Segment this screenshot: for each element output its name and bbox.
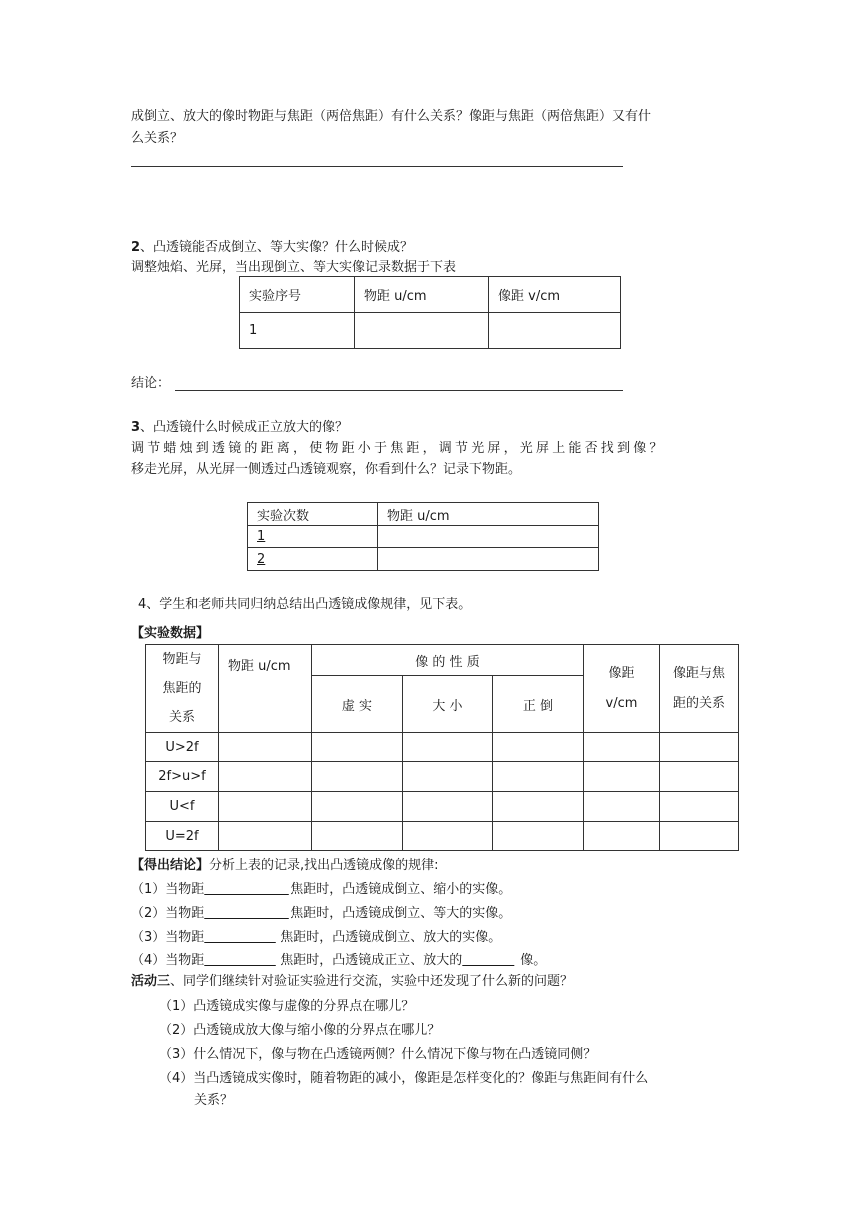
table-cell bbox=[403, 762, 493, 792]
activity-3-label: 活动三 bbox=[131, 974, 171, 989]
conclusion-label: 【得出结论】 bbox=[131, 858, 210, 873]
table-cell bbox=[219, 792, 312, 822]
table-cell bbox=[584, 792, 660, 822]
data-section-label: 【实验数据】 bbox=[131, 626, 210, 641]
header-object-distance: 物距 u/cm bbox=[219, 645, 312, 733]
table-cell bbox=[312, 733, 403, 762]
q2-title-text: 、凸透镜能否成倒立、等大实像？什么时候成？ bbox=[140, 240, 414, 255]
fill-blank[interactable] bbox=[462, 951, 520, 971]
conclusion-item-1 bbox=[131, 880, 511, 900]
header-v-f-relation-line-1: 像距与焦 bbox=[672, 665, 725, 681]
table-cell bbox=[219, 733, 312, 762]
header-v-f-relation-line-2: 距的关系 bbox=[672, 695, 725, 711]
table-cell bbox=[403, 822, 493, 851]
table-cell bbox=[493, 822, 584, 851]
fill-blank[interactable] bbox=[204, 880, 290, 900]
q3-header-count: 实验次数 bbox=[248, 503, 378, 526]
q2-conclusion-line bbox=[175, 390, 623, 391]
table-cell bbox=[660, 822, 739, 851]
q3-row-1-label: 1 bbox=[257, 529, 266, 544]
imaging-rule-table bbox=[145, 644, 739, 851]
table-cell bbox=[312, 762, 403, 792]
conclusion-item-4-post: 像。 bbox=[520, 953, 547, 968]
header-image-distance-line-2: v/cm bbox=[605, 695, 638, 711]
q3-row-2-index bbox=[248, 548, 378, 571]
activity-3-heading bbox=[131, 972, 573, 992]
table-cell bbox=[660, 733, 739, 762]
conclusion-item-1-pre: （1）当物距 bbox=[131, 882, 205, 897]
q2-header-index: 实验序号 bbox=[240, 277, 355, 313]
conclusion-item-3-pre: （3）当物距 bbox=[131, 930, 205, 945]
table-cell bbox=[403, 733, 493, 762]
activity-3-text: 、同学们继续针对验证实验进行交流，实验中还发现了什么新的问题？ bbox=[170, 974, 574, 989]
header-image-distance bbox=[584, 645, 660, 733]
conclusion-item-4-pre: （4）当物距 bbox=[131, 953, 205, 968]
header-relation bbox=[146, 645, 219, 733]
fill-blank[interactable] bbox=[204, 951, 280, 971]
row-label: U>2f bbox=[146, 733, 219, 762]
conclusion-item-3-post: 焦距时，凸透镜成倒立、放大的实像。 bbox=[280, 930, 502, 945]
q2-header-v: 像距 v/cm bbox=[489, 277, 621, 313]
answer-line bbox=[131, 166, 623, 167]
intro-line-2: 么关系？ bbox=[131, 131, 184, 146]
q3-header-u: 物距 u/cm bbox=[378, 503, 599, 526]
q2-cell-index: 1 bbox=[240, 313, 355, 349]
table-cell bbox=[312, 822, 403, 851]
header-image-nature: 像 的 性 质 bbox=[312, 645, 584, 676]
table-cell bbox=[493, 733, 584, 762]
header-image-distance-line-1: 像距 bbox=[608, 665, 635, 681]
q3-row-2-u bbox=[378, 548, 599, 571]
conclusion-heading bbox=[131, 856, 439, 876]
fill-blank[interactable] bbox=[204, 928, 280, 948]
table-cell bbox=[403, 792, 493, 822]
conclusion-item-2-post: 焦距时，凸透镜成倒立、等大的实像。 bbox=[290, 906, 512, 921]
q3-table bbox=[247, 502, 599, 571]
row-label: 2f>u>f bbox=[146, 762, 219, 792]
q4-text: 4、学生和老师共同归纳总结出凸透镜成像规律，见下表。 bbox=[138, 597, 472, 612]
row-label: U=2f bbox=[146, 822, 219, 851]
q3-line-2: 移走光屏，从光屏一侧透过凸透镜观察，你看到什么？记录下物距。 bbox=[131, 462, 522, 477]
header-orientation: 正 倒 bbox=[493, 676, 584, 733]
activity-3-item-3: （3）什么情况下，像与物在凸透镜两侧？什么情况下像与物在凸透镜同侧？ bbox=[159, 1047, 597, 1062]
activity-3-item-4-cont: 关系？ bbox=[194, 1093, 234, 1108]
q2-conclusion-label: 结论： bbox=[131, 376, 171, 391]
q3-title bbox=[131, 418, 348, 438]
q3-row-1-u bbox=[378, 526, 599, 548]
header-relation-line-3: 关系 bbox=[168, 710, 195, 725]
table-cell bbox=[219, 822, 312, 851]
table-cell bbox=[660, 792, 739, 822]
header-relation-line-2: 焦距的 bbox=[162, 681, 202, 696]
conclusion-item-1-post: 焦距时，凸透镜成倒立、缩小的实像。 bbox=[290, 882, 512, 897]
q2-table bbox=[239, 276, 621, 349]
table-cell bbox=[312, 792, 403, 822]
conclusion-item-3 bbox=[131, 928, 501, 948]
table-cell bbox=[584, 733, 660, 762]
table-cell bbox=[584, 762, 660, 792]
conclusion-item-4-mid: 焦距时，凸透镜成正立、放大的 bbox=[280, 953, 463, 968]
q3-title-text: 、凸透镜什么时候成正立放大的像？ bbox=[140, 420, 349, 435]
conclusion-item-2-pre: （2）当物距 bbox=[131, 906, 205, 921]
activity-3-item-4: （4）当凸透镜成实像时，随着物距的减小，像距是怎样变化的？像距与焦距间有什么 bbox=[159, 1071, 649, 1086]
q2-cell-v bbox=[489, 313, 621, 349]
conclusion-item-2 bbox=[131, 904, 511, 924]
row-label: U<f bbox=[146, 792, 219, 822]
q2-number: 2 bbox=[131, 240, 141, 255]
table-cell bbox=[584, 822, 660, 851]
table-cell bbox=[660, 762, 739, 792]
table-cell bbox=[493, 792, 584, 822]
table-cell bbox=[219, 762, 312, 792]
q2-instruction: 调整烛焰、光屏，当出现倒立、等大实像记录数据于下表 bbox=[131, 260, 457, 275]
conclusion-item-4 bbox=[131, 951, 546, 971]
header-relation-line-1: 物距与 bbox=[162, 652, 202, 667]
q3-row-1-index bbox=[248, 526, 378, 548]
header-real-virtual: 虚 实 bbox=[312, 676, 403, 733]
header-v-f-relation bbox=[660, 645, 739, 733]
activity-3-item-1: （1）凸透镜成实像与虚像的分界点在哪儿？ bbox=[159, 999, 415, 1014]
header-size: 大 小 bbox=[403, 676, 493, 733]
fill-blank[interactable] bbox=[204, 904, 290, 924]
q2-header-u: 物距 u/cm bbox=[355, 277, 489, 313]
intro-line-1: 成倒立、放大的像时物距与焦距（两倍焦距）有什么关系？像距与焦距（两倍焦距）又有什 bbox=[131, 109, 652, 124]
conclusion-text: 分析上表的记录,找出凸透镜成像的规律: bbox=[209, 858, 439, 873]
activity-3-item-2: （2）凸透镜成放大像与缩小像的分界点在哪儿？ bbox=[159, 1023, 441, 1038]
q2-cell-u bbox=[355, 313, 489, 349]
q3-line-1: 调节蜡烛到透镜的距离，使物距小于焦距，调节光屏，光屏上能否找到像？ bbox=[131, 441, 666, 456]
table-cell bbox=[493, 762, 584, 792]
q3-number: 3 bbox=[131, 420, 141, 435]
q3-row-2-label: 2 bbox=[257, 551, 266, 567]
q2-title bbox=[131, 238, 413, 258]
